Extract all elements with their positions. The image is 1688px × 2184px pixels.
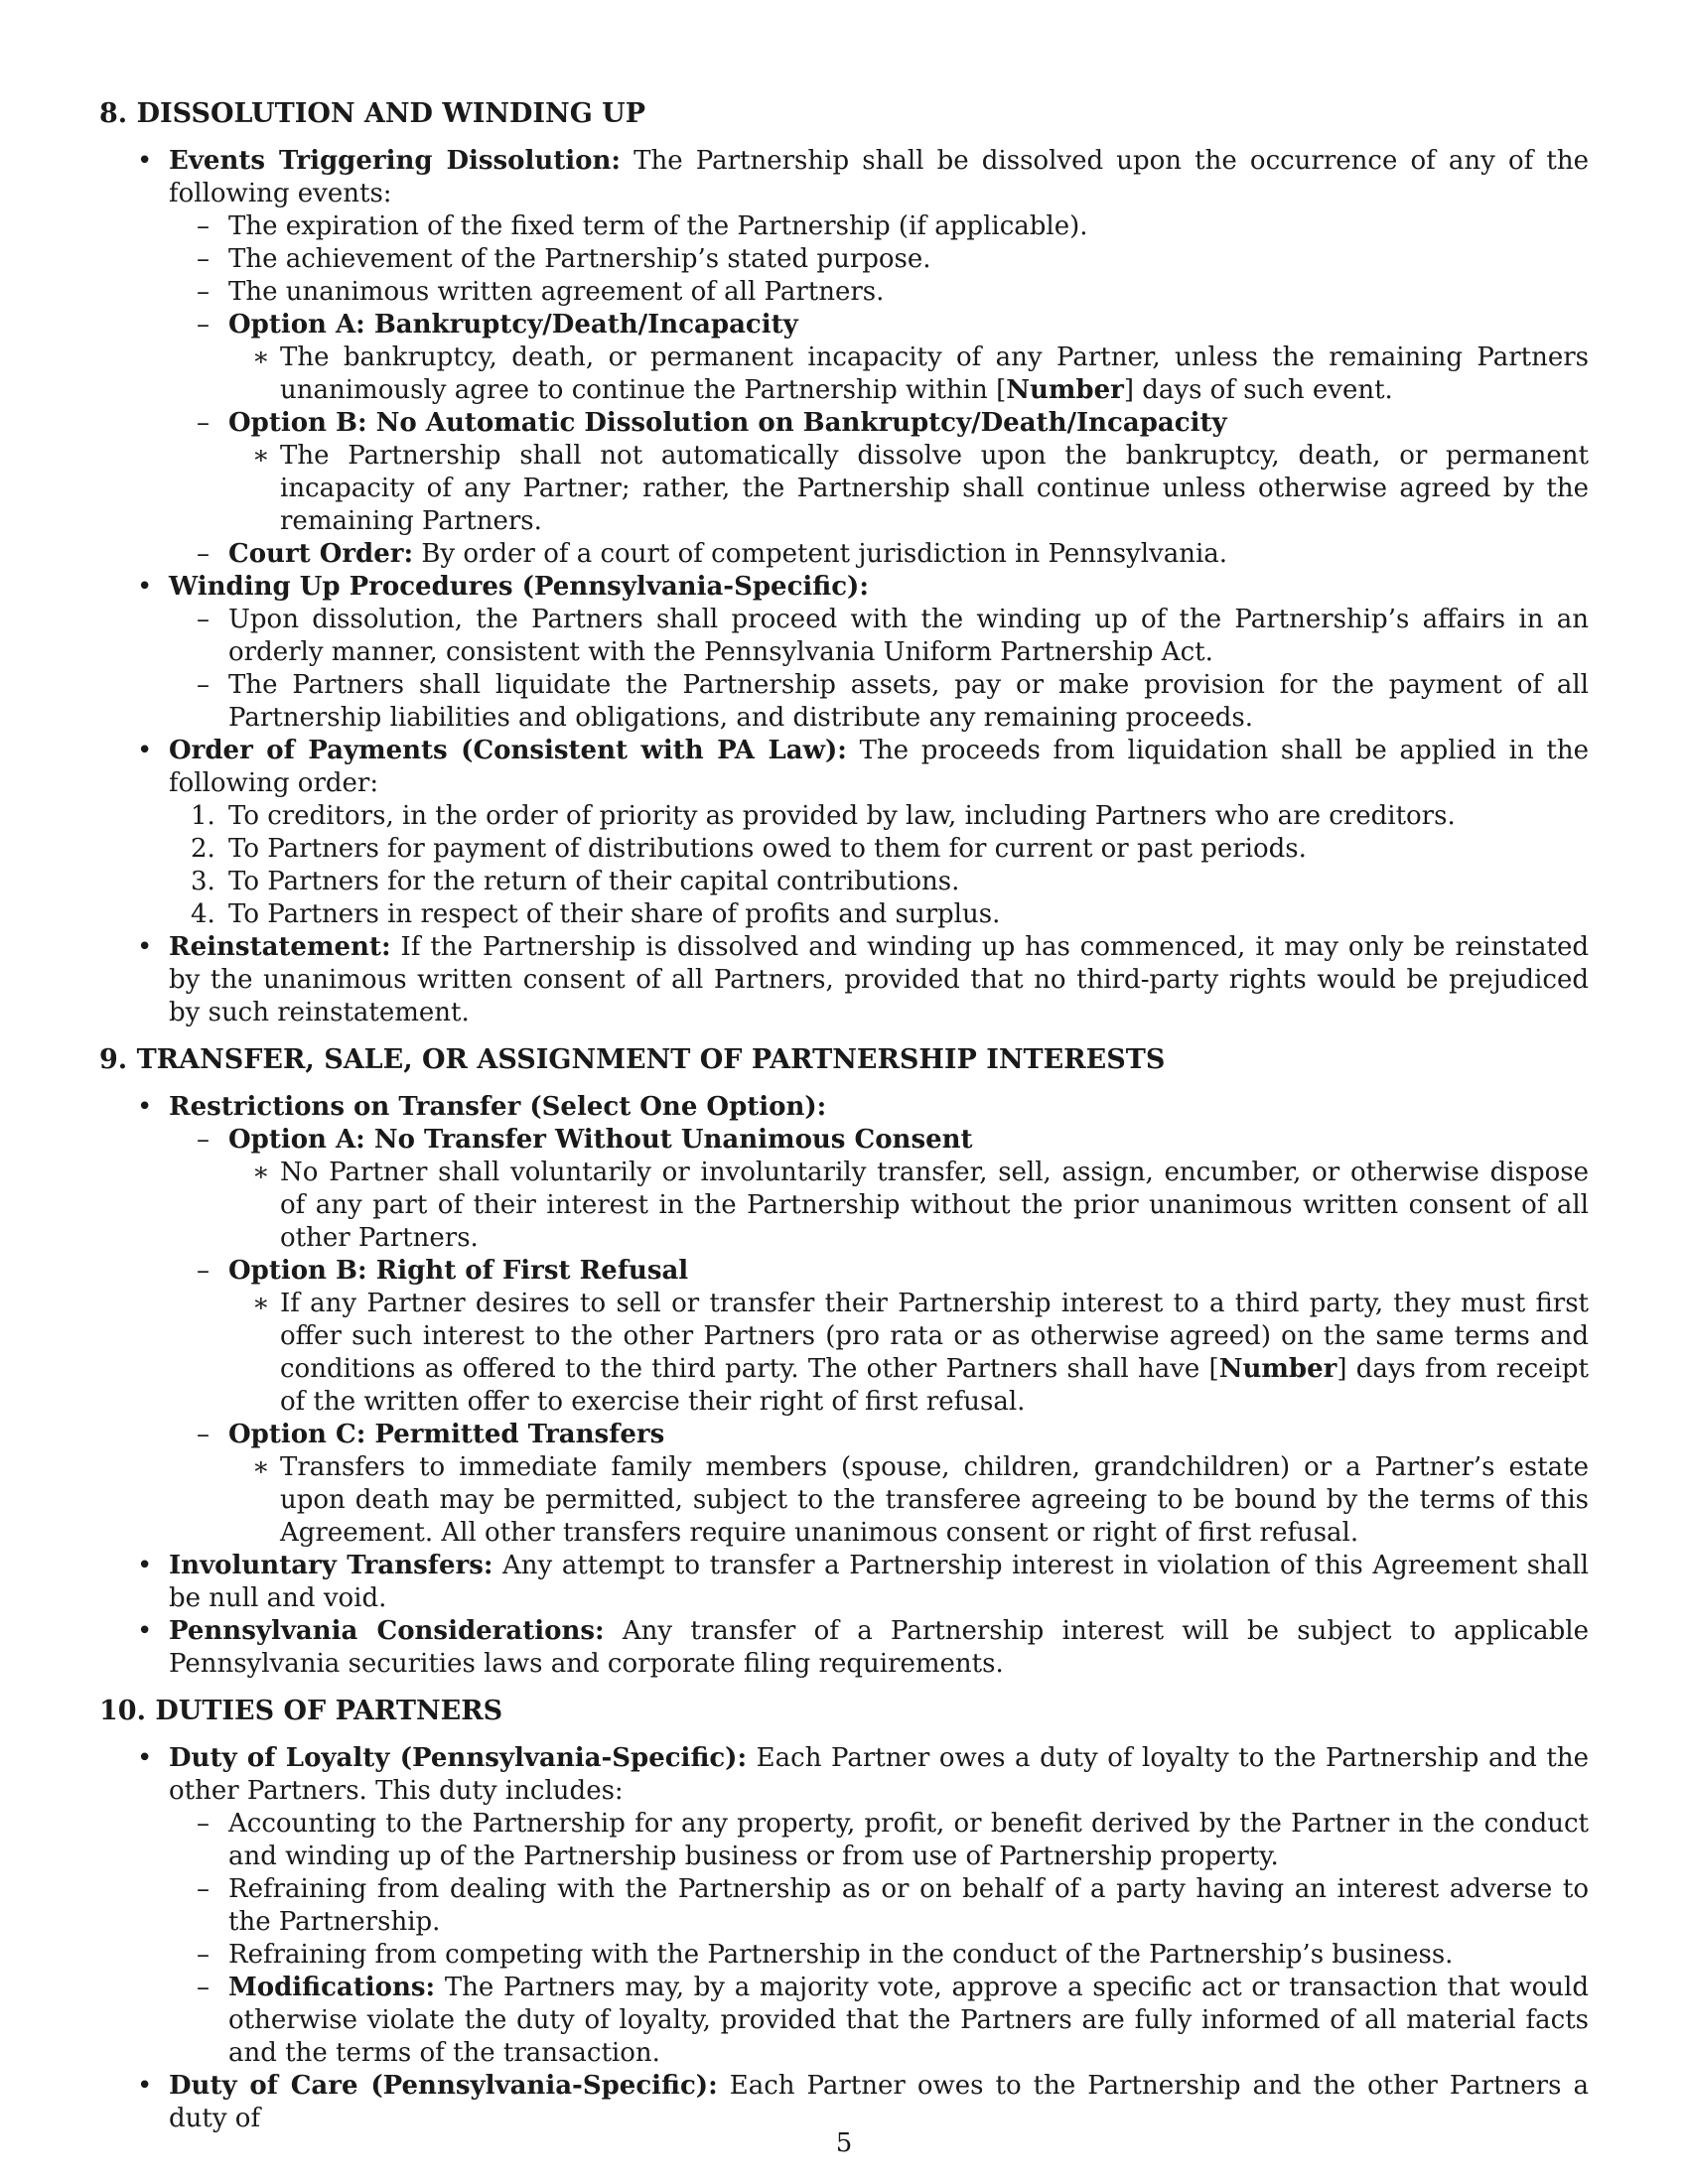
item-label: Pennsylvania Considerations: xyxy=(169,1616,605,1646)
list-item: ∗ The bankruptcy, death, or permanent incapacity of any Partner, unless the remaining Partners unanimously agree to continue the Partnership within [Number] days of such event. xyxy=(228,341,1589,407)
bullet-list xyxy=(99,145,1589,1029)
list-item: • Duty of Loyalty (Pennsylvania-Specific): Each Partner owes a duty of loyalty to the Partnership and the other Partners. This duty includes: – Accounting to the Partnership for any property, profit, or benefit derived by the Partner in the conduct and winding up of the Partnership business or from use of Partnership property. – Refraining from dealing with the Partnership as or on behalf of a party having an interest adverse to the Partnership. – Refraining from competing with the Partnership in the conduct of the Partnership’s business. – Modifications: The Partners may, by a majority vote, approve a specific act or transaction that would otherwise violate the duty of loyalty, provided that the Partners are fully informed of all material facts and the terms of the transaction. xyxy=(99,1742,1589,2070)
item-label: Involuntary Transfers: xyxy=(169,1551,493,1580)
sub-sub-list xyxy=(228,1157,1589,1255)
list-item: • Events Triggering Dissolution: The Partnership shall be dissolved upon the occurrence of any of the following events: – The expiration of the fixed term of the Partnership (if applicable). – The achievement of the Partnership’s stated purpose. – The unanimous written agreement of all Partners. – Option A: Bankruptcy/Death/Incapacity ∗ The bankruptcy, death, or permanent incapacity of any Partner, unless the remaining Partners unanimously agree to continue the Partnership within [Number] days of such event. – Option B: No Automatic Dissolution on Bankruptcy/Death/Incapacity ∗ The Partnership shall not automatically dissolve upon the bankruptcy, death, or permanent incapacity of any Partner; rather, the Partnership shall continue unless otherwise agreed by the remaining Partners. – Court Order: By order of a court of competent jurisdiction in Pennsylvania. xyxy=(99,145,1589,571)
section-heading: 8. DISSOLUTION AND WINDING UP xyxy=(99,98,646,129)
list-item: – The achievement of the Partnership’s stated purpose. xyxy=(169,243,1589,276)
item-label: Events Triggering Dissolution: xyxy=(169,146,622,176)
list-item xyxy=(169,1419,1589,1550)
list-item: 4. To Partners in respect of their share of profits and surplus. xyxy=(191,899,1001,929)
list-item xyxy=(99,1091,1589,1550)
option-label: Option A: Bankruptcy/Death/Incapacity xyxy=(228,310,798,340)
sub-list xyxy=(169,1124,1589,1550)
list-item: • Duty of Care (Pennsylvania-Specific): Each Partner owes to the Partnership and the other Partners a duty of xyxy=(99,2070,1589,2135)
section-heading: 9. TRANSFER, SALE, OR ASSIGNMENT OF PARTNERSHIP INTERESTS xyxy=(99,1044,1166,1075)
sub-list xyxy=(169,210,1589,571)
option-label: Option A: No Transfer Without Unanimous Consent xyxy=(228,1125,973,1155)
list-item: ∗ If any Partner desires to sell or transfer their Partnership interest to a third party, they must first offer such interest to the other Partners (pro rata or as otherwise agreed) on the same terms and conditions as offered to the third party. The other Partners shall have [Number] days from receipt of the written offer to exercise their right of first refusal. xyxy=(228,1288,1589,1419)
item-label: Order of Payments (Consistent with PA Law): xyxy=(169,736,847,765)
list-item: • Reinstatement: If the Partnership is dissolved and winding up has commenced, it may only be reinstated by the unanimous written consent of all Partners, provided that no third-party rights would be prejudiced by such reinstatement. xyxy=(99,931,1589,1029)
section-10 xyxy=(99,1695,1589,2135)
sub-sub-list xyxy=(228,1451,1589,1550)
sub-sub-list xyxy=(228,341,1589,407)
page-number: 5 xyxy=(835,2128,853,2158)
list-item: ∗ No Partner shall voluntarily or involuntarily transfer, sell, assign, encumber, or otherwise dispose of any part of their interest in the Partnership without the prior unanimous written consent of all other Partners. xyxy=(228,1157,1589,1255)
option-label: Option C: Permitted Transfers xyxy=(228,1420,665,1449)
sub-sub-list xyxy=(228,1288,1589,1419)
list-item: 3. To Partners for the return of their capital contributions. xyxy=(191,867,960,896)
list-item: ∗ Transfers to immediate family members (spouse, children, grandchildren) or a Partner’s estate upon death may be permitted, subject to the transferee agreeing to be bound by the terms of this Agreement. All other transfers require unanimous consent or right of first refusal. xyxy=(228,1451,1589,1550)
sub-list xyxy=(169,604,1589,735)
list-item: – The unanimous written agreement of all Partners. xyxy=(169,276,1589,309)
list-item: • Pennsylvania Considerations: Any transfer of a Partnership interest will be subject to applicable Pennsylvania securities laws and corporate filing requirements. xyxy=(99,1615,1589,1681)
list-item xyxy=(169,1124,1589,1255)
list-item: – The expiration of the fixed term of the Partnership (if applicable). xyxy=(169,210,1589,243)
item-label: Restrictions on Transfer (Select One Option): xyxy=(169,1092,827,1122)
option-label: Option B: Right of First Refusal xyxy=(228,1256,689,1286)
list-item: 1. To creditors, in the order of priority as provided by law, including Partners who are creditors. xyxy=(191,801,1456,831)
bullet-list xyxy=(99,1091,1589,1681)
list-item xyxy=(169,1255,1589,1419)
item-label: Duty of Loyalty (Pennsylvania-Specific): xyxy=(169,1743,748,1773)
bullet-list xyxy=(99,1742,1589,2135)
placeholder-number: Number xyxy=(1006,375,1124,405)
sub-list xyxy=(169,1808,1589,2070)
list-item: – Refraining from competing with the Partnership in the conduct of the Partnership’s business. xyxy=(169,1939,1589,1972)
section-8 xyxy=(99,97,1589,1029)
list-item: – Accounting to the Partnership for any property, profit, or benefit derived by the Partner in the conduct and winding up of the Partnership business or from use of Partnership property. xyxy=(169,1808,1589,1873)
list-item xyxy=(99,571,1589,735)
item-label: Modifications: xyxy=(228,1973,436,2002)
section-9 xyxy=(99,1043,1589,1681)
list-item: ∗ The Partnership shall not automatically dissolve upon the bankruptcy, death, or permanent incapacity of any Partner; rather, the Partnership shall continue unless otherwise agreed by the remaining Partners. xyxy=(228,440,1589,538)
list-item: – The Partners shall liquidate the Partnership assets, pay or make provision for the payment of all Partnership liabilities and obligations, and distribute any remaining proceeds. xyxy=(169,669,1589,735)
page-content xyxy=(99,97,1589,2145)
list-item: – Upon dissolution, the Partners shall proceed with the winding up of the Partnership’s affairs in an orderly manner, consistent with the Pennsylvania Uniform Partnership Act. xyxy=(169,604,1589,669)
list-item: • Order of Payments (Consistent with PA Law): The proceeds from liquidation shall be applied in the following order: 1. To creditors, in the order of priority as provided by law, including Partners who are creditors. 2. To Partners for payment of distributions owed to them for current or past periods. 3. To Partners for the return of their capital contributions. 4. To Partners in respect of their share of profits and surplus. xyxy=(99,735,1589,931)
list-item xyxy=(169,309,1589,407)
item-label: Court Order: xyxy=(228,539,414,569)
list-item: – Refraining from dealing with the Partnership as or on behalf of a party having an interest adverse to the Partnership. xyxy=(169,1873,1589,1939)
placeholder-number: Number xyxy=(1218,1354,1337,1384)
section-heading: 10. DUTIES OF PARTNERS xyxy=(99,1696,503,1726)
list-item: • Involuntary Transfers: Any attempt to transfer a Partnership interest in violation of this Agreement shall be null and void. xyxy=(99,1550,1589,1615)
item-label: Duty of Care (Pennsylvania-Specific): xyxy=(169,2071,718,2101)
list-item: – Court Order: By order of a court of competent jurisdiction in Pennsylvania. xyxy=(169,538,1589,571)
sub-sub-list xyxy=(228,440,1589,538)
item-label: Reinstatement: xyxy=(169,932,391,962)
option-label: Option B: No Automatic Dissolution on Bankruptcy/Death/Incapacity xyxy=(228,408,1227,438)
list-item: – Modifications: The Partners may, by a majority vote, approve a specific act or transaction that would otherwise violate the duty of loyalty, provided that the Partners are fully informed of all material facts and the terms of the transaction. xyxy=(169,1972,1589,2070)
list-item xyxy=(169,407,1589,538)
item-label: Winding Up Procedures (Pennsylvania-Specific): xyxy=(169,572,869,602)
list-item: 2. To Partners for payment of distributions owed to them for current or past periods. xyxy=(191,834,1307,864)
numbered-list xyxy=(169,800,1589,931)
